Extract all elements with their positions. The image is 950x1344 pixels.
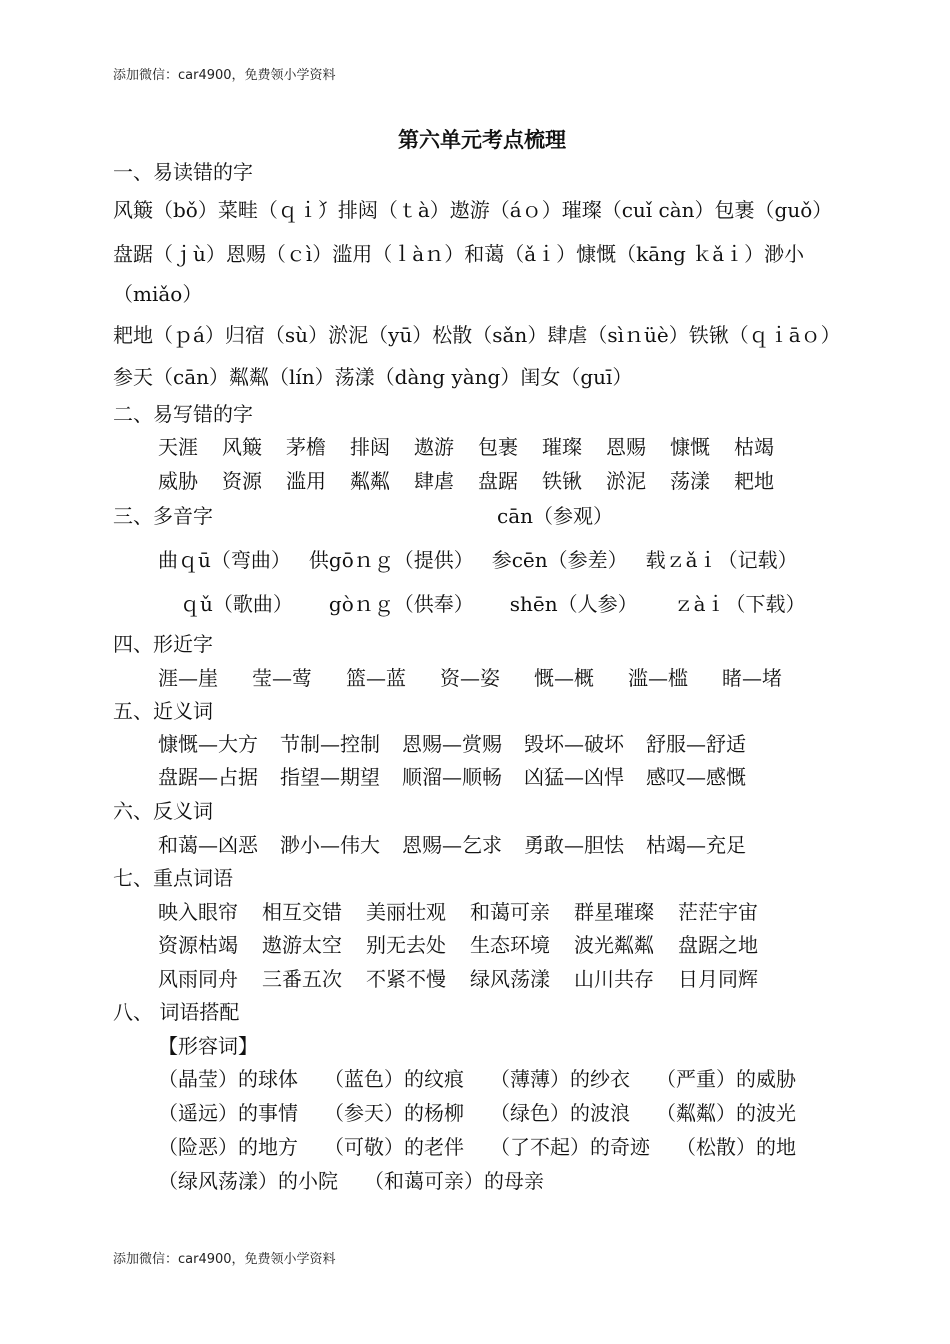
word: 三番五次 — [262, 967, 342, 991]
section-heading-2: 二、易写错的字 — [113, 402, 253, 426]
section-heading-1: 一、易读错的字 — [113, 160, 253, 184]
polyphone: ｚàｉ（下载） — [673, 592, 806, 616]
page-header: 添加微信：car4900，免费领小学资料 — [113, 68, 336, 83]
section-heading-3: 三、多音字 — [113, 504, 213, 528]
word: 慷慨—大方 — [158, 732, 258, 756]
phrase: （薄薄）的纱衣 — [490, 1067, 630, 1091]
phrase: （了不起）的奇迹 — [490, 1135, 650, 1159]
word: 感叹—感慨 — [646, 765, 746, 789]
polyphone: 曲ｑū（弯曲） — [158, 548, 291, 572]
phrase: （蓝色）的纹痕 — [324, 1067, 464, 1091]
phrase: （险恶）的地方 — [158, 1135, 298, 1159]
word: 滥—槛 — [628, 666, 688, 690]
word-row — [158, 764, 746, 790]
word: 顺溜—顺畅 — [402, 765, 502, 789]
word: 恩赐 — [606, 435, 646, 459]
polyphone-extra: cān（参观） — [497, 504, 614, 528]
phrase: （松散）的地 — [676, 1135, 796, 1159]
word: 风雨同舟 — [158, 967, 238, 991]
word: 荡漾 — [670, 469, 710, 493]
phrase: （和蔼可亲）的母亲 — [364, 1169, 544, 1193]
word: 肆虐 — [414, 469, 454, 493]
section-heading-6: 六、反义词 — [113, 799, 213, 823]
word: 慷慨 — [670, 435, 710, 459]
word-row — [158, 731, 746, 757]
word: 美丽壮观 — [366, 900, 446, 924]
page-title: 第六单元考点梳理 — [398, 127, 566, 152]
word: 遨游 — [414, 435, 454, 459]
word: 淤泥 — [606, 469, 646, 493]
word-row — [158, 434, 774, 460]
word: 遨游太空 — [262, 933, 342, 957]
word: 威胁 — [158, 469, 198, 493]
word: 排闼 — [350, 435, 390, 459]
word: 恩赐—赏赐 — [402, 732, 502, 756]
pinyin-line: 耙地（ｐá）归宿（sù）淤泥（yū）松散（sǎn）肆虐（sìｎüè）铁锹（ｑｉāｏ） — [113, 323, 841, 347]
word-row — [158, 899, 758, 925]
polyphone: gòｎｇ（供奉） — [328, 592, 474, 616]
word: 凶猛—凶悍 — [524, 765, 624, 789]
word: 铁锹 — [542, 469, 582, 493]
polyphone: 供gōｎｇ（提供） — [308, 548, 474, 572]
word: 舒服—舒适 — [646, 732, 746, 756]
word-row — [158, 966, 758, 992]
word: 枯竭 — [734, 435, 774, 459]
word: 盘踞 — [478, 469, 518, 493]
phrase-row — [158, 1134, 796, 1160]
phrase: （严重）的威胁 — [656, 1067, 796, 1091]
word: 资—姿 — [440, 666, 500, 690]
pinyin-line: （miǎo） — [113, 282, 203, 306]
word: 波光粼粼 — [574, 933, 654, 957]
word-row — [158, 832, 746, 858]
section-heading-4: 四、形近字 — [113, 632, 213, 656]
word: 绿风荡漾 — [470, 967, 550, 991]
section-heading-5: 五、近义词 — [113, 699, 213, 723]
polyphone: 载ｚǎｉ（记载） — [645, 548, 798, 572]
word: 粼粼 — [350, 469, 390, 493]
word: 莹—莺 — [252, 666, 312, 690]
phrase: （可敬）的老伴 — [324, 1135, 464, 1159]
word: 节制—控制 — [280, 732, 380, 756]
word: 和蔼可亲 — [470, 900, 550, 924]
word: 茅檐 — [286, 435, 326, 459]
word: 映入眼帘 — [158, 900, 238, 924]
phrase-row — [158, 1168, 544, 1194]
word-row — [158, 932, 758, 958]
phrase: （粼粼）的波光 — [656, 1101, 796, 1125]
polyphone-row — [158, 547, 798, 573]
word: 睹—堵 — [722, 666, 782, 690]
word: 毁坏—破坏 — [524, 732, 624, 756]
pinyin-line: 盘踞（ｊù）恩赐（ｃì）滥用（ｌàｎ）和蔼（ǎｉ）慷慨（kāng ｋǎｉ）渺小 — [113, 242, 805, 266]
polyphone: shēn（人参） — [509, 592, 638, 616]
word: 群星璀璨 — [574, 900, 654, 924]
phrase: （参天）的杨柳 — [324, 1101, 464, 1125]
word: 和蔼—凶恶 — [158, 833, 258, 857]
word: 别无去处 — [366, 933, 446, 957]
polyphone: 参cēn（参差） — [491, 548, 628, 572]
polyphone: ｑǔ（歌曲） — [180, 592, 293, 616]
phrase-row — [158, 1100, 796, 1126]
phrase: （晶莹）的球体 — [158, 1067, 298, 1091]
word: 资源枯竭 — [158, 933, 238, 957]
word: 涯—崖 — [158, 666, 218, 690]
word: 勇敢—胆怯 — [524, 833, 624, 857]
word: 资源 — [222, 469, 262, 493]
word: 滥用 — [286, 469, 326, 493]
word: 不紧不慢 — [366, 967, 446, 991]
phrase: （绿风荡漾）的小院 — [158, 1169, 338, 1193]
word: 枯竭—充足 — [646, 833, 746, 857]
word: 篮—蓝 — [346, 666, 406, 690]
word: 生态环境 — [470, 933, 550, 957]
phrase: （绿色）的波浪 — [490, 1101, 630, 1125]
pinyin-line: 风簸（bǒ）菜畦（ｑｉ́）排闼（ｔà）遨游（áｏ）璀璨（cuǐ càn）包裹（guǒ） — [113, 198, 833, 222]
word: 包裹 — [478, 435, 518, 459]
word: 恩赐—乞求 — [402, 833, 502, 857]
word: 风簸 — [222, 435, 262, 459]
word: 指望—期望 — [280, 765, 380, 789]
word: 耙地 — [734, 469, 774, 493]
word: 日月同辉 — [678, 967, 758, 991]
word-row — [158, 665, 782, 691]
phrase-row — [158, 1066, 796, 1092]
word: 盘踞之地 — [678, 933, 758, 957]
word: 山川共存 — [574, 967, 654, 991]
section-heading-7: 七、重点词语 — [113, 866, 233, 890]
pinyin-line: 参天（cān）粼粼（lín）荡漾（dàng yàng）闺女（guī） — [113, 365, 633, 389]
polyphone-row — [180, 591, 806, 617]
subheading-adjective: 【形容词】 — [158, 1034, 258, 1058]
phrase: （遥远）的事情 — [158, 1101, 298, 1125]
word: 慨—概 — [534, 666, 594, 690]
word: 璀璨 — [542, 435, 582, 459]
word-row — [158, 468, 774, 494]
word: 天涯 — [158, 435, 198, 459]
word: 盘踞—占据 — [158, 765, 258, 789]
word: 渺小—伟大 — [280, 833, 380, 857]
word: 相互交错 — [262, 900, 342, 924]
word: 茫茫宇宙 — [678, 900, 758, 924]
section-heading-8: 八、 词语搭配 — [113, 1000, 240, 1024]
page-footer: 添加微信：car4900，免费领小学资料 — [113, 1252, 336, 1267]
